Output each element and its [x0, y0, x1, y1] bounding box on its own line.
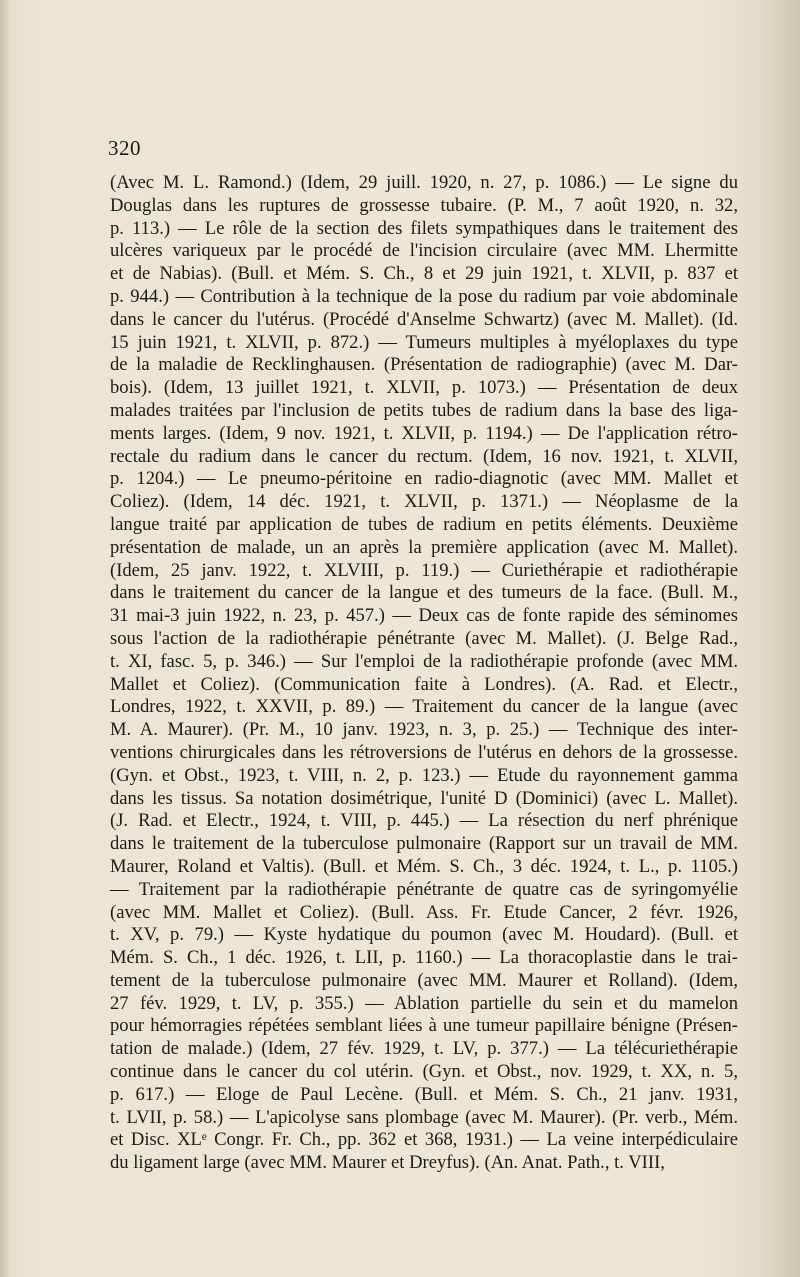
text-line: M. A. Maurer). (Pr. M., 10 janv. 1923, n. 3, p. 25.) — Technique des inter- — [110, 719, 738, 741]
text-line: (Gyn. et Obst., 1923, t. VIII, n. 2, p. 123.) — Etude du rayonnement gamma — [110, 764, 738, 786]
text-line: et de Nabias). (Bull. et Mém. S. Ch., 8 et 29 juin 1921, t. XLVII, p. 837 et — [110, 263, 738, 285]
text-line: (avec MM. Mallet et Coliez). (Bull. Ass. Fr. Etude Cancer, 2 févr. 1926, — [110, 901, 738, 923]
text-line: p. 113.) — Le rôle de la section des filets sympathiques dans le traitement des — [110, 217, 738, 239]
text-line: bois). (Idem, 13 juillet 1921, t. XLVII, p. 1073.) — Présentation de deux — [110, 377, 738, 399]
text-line: pour hémorragies répétées semblant liées à une tumeur papillaire bénigne (Présen- — [110, 1015, 738, 1037]
text-line: rectale du radium dans le cancer du rectum. (Idem, 16 nov. 1921, t. XLVII, — [110, 445, 738, 467]
text-line: — Traitement par la radiothérapie pénétrante de quatre cas de syringomyélie — [110, 878, 738, 900]
text-line: 31 mai-3 juin 1922, n. 23, p. 457.) — Deux cas de fonte rapide des séminomes — [110, 605, 738, 627]
text-line: tation de malade.) (Idem, 27 fév. 1929, t. LV, p. 377.) — La télécuriethérapie — [110, 1038, 738, 1060]
text-line: dans le traitement de la tuberculose pulmonaire (Rapport sur un travail de MM. — [110, 833, 738, 855]
text-line: 15 juin 1921, t. XLVII, p. 872.) — Tumeurs multiples à myéloplaxes du type — [110, 331, 738, 353]
text-line: p. 617.) — Eloge de Paul Lecène. (Bull. et Mém. S. Ch., 21 janv. 1931, — [110, 1083, 738, 1105]
text-line: Coliez). (Idem, 14 déc. 1921, t. XLVII, p. 1371.) — Néoplasme de la — [110, 491, 738, 513]
text-line: malades traitées par l'inclusion de petits tubes de radium dans la base des liga- — [110, 399, 738, 421]
text-line: Londres, 1922, t. XXVII, p. 89.) — Traitement du cancer de la langue (avec — [110, 696, 738, 718]
text-line: (Idem, 25 janv. 1922, t. XLVIII, p. 119.) — Curiethérapie et radiothérapie — [110, 559, 738, 581]
text-line: tement de la tuberculose pulmonaire (avec MM. Maurer et Rolland). (Idem, — [110, 969, 738, 991]
page-number: 320 — [108, 136, 141, 160]
text-line: dans le cancer du l'utérus. (Procédé d'Anselme Schwartz) (avec M. Mallet). (Id. — [110, 308, 738, 330]
text-line: ventions chirurgicales dans les rétroversions de l'utérus en dehors de la grossesse. — [110, 741, 738, 763]
text-line: p. 944.) — Contribution à la technique de la pose du radium par voie abdominale — [110, 285, 738, 307]
text-line: p. 1204.) — Le pneumo-péritoine en radio-diagnotic (avec MM. Mallet et — [110, 468, 738, 490]
text-line: t. XI, fasc. 5, p. 346.) — Sur l'emploi de la radiothérapie profonde (avec MM. — [110, 650, 738, 672]
text-line: Mallet et Coliez). (Communication faite à Londres). (A. Rad. et Electr., — [110, 673, 738, 695]
text-line: langue traité par application de tubes de radium en petits éléments. Deuxième — [110, 513, 738, 535]
text-line: dans les tissus. Sa notation dosimétrique, l'unité D (Dominici) (avec L. Mallet). — [110, 787, 738, 809]
text-line: Douglas dans les ruptures de grossesse tubaire. (P. M., 7 août 1920, n. 32, — [110, 194, 738, 216]
text-line: (Avec M. L. Ramond.) (Idem, 29 juill. 1920, n. 27, p. 1086.) — Le signe du — [110, 172, 738, 193]
bibliography-text — [110, 172, 738, 1175]
text-line: du ligament large (avec MM. Maurer et Dreyfus). (An. Anat. Path., t. VIII, — [110, 1152, 665, 1174]
text-line: t. XV, p. 79.) — Kyste hydatique du poumon (avec M. Houdard). (Bull. et — [110, 924, 738, 946]
text-line: dans le traitement du cancer de la langue et des tumeurs de la face. (Bull. M., — [110, 582, 738, 604]
text-line: ments larges. (Idem, 9 nov. 1921, t. XLVII, p. 1194.) — De l'application rétro- — [110, 422, 738, 444]
text-line: Maurer, Roland et Valtis). (Bull. et Mém. S. Ch., 3 déc. 1924, t. L., p. 1105.) — [110, 855, 738, 877]
text-line: et Disc. XLᵉ Congr. Fr. Ch., pp. 362 et 368, 1931.) — La veine interpédiculaire — [110, 1129, 738, 1151]
text-line: de la maladie de Recklinghausen. (Présentation de radiographie) (avec M. Dar- — [110, 354, 738, 376]
text-line: t. LVII, p. 58.) — L'apicolyse sans plombage (avec M. Maurer). (Pr. verb., Mém. — [110, 1106, 738, 1128]
text-line: présentation de malade, un an après la première application (avec M. Mallet). — [110, 536, 738, 558]
text-line: sous l'action de la radiothérapie pénétrante (avec M. Mallet). (J. Belge Rad., — [110, 627, 738, 649]
text-line: Mém. S. Ch., 1 déc. 1926, t. LII, p. 1160.) — La thoracoplastie dans le trai- — [110, 947, 738, 969]
text-line: ulcères variqueux par le procédé de l'incision circulaire (avec MM. Lhermitte — [110, 240, 738, 262]
text-line: 27 fév. 1929, t. LV, p. 355.) — Ablation partielle du sein et du mamelon — [110, 992, 738, 1014]
text-line: continue dans le cancer du col utérin. (Gyn. et Obst., nov. 1929, t. XX, n. 5, — [110, 1061, 738, 1083]
text-line: (J. Rad. et Electr., 1924, t. VIII, p. 445.) — La résection du nerf phrénique — [110, 810, 738, 832]
